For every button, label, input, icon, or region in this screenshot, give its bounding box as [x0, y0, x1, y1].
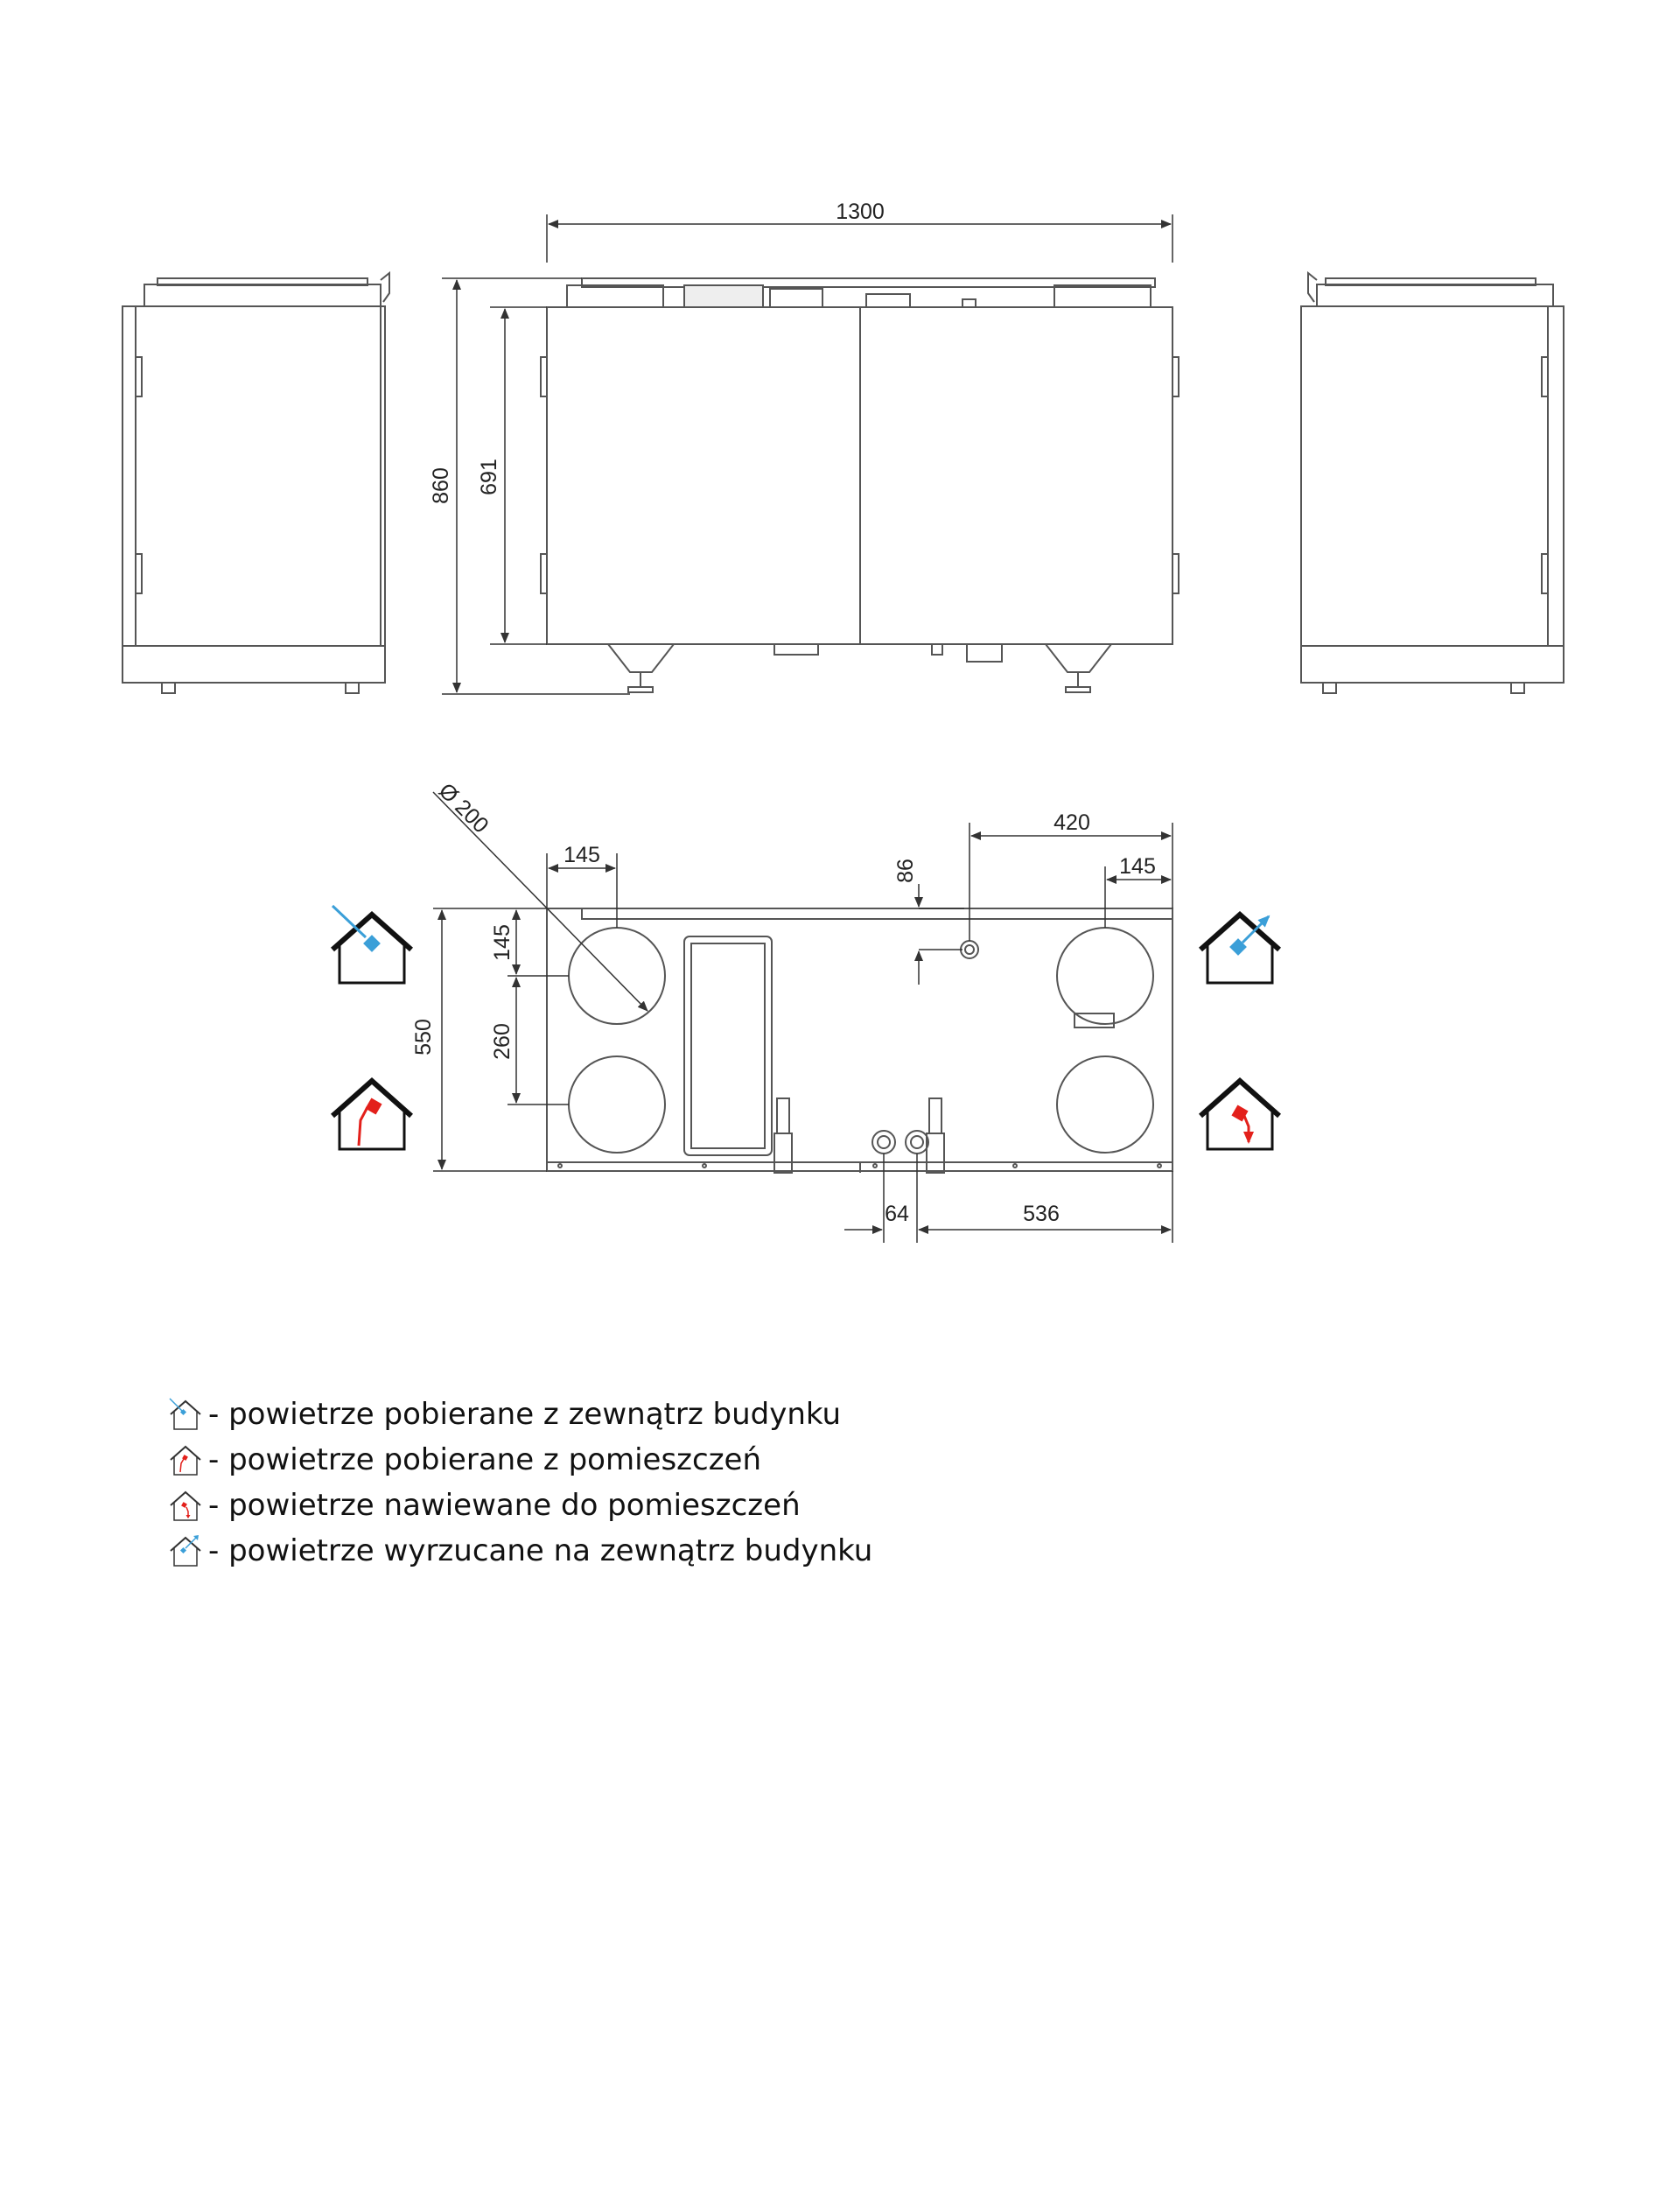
legend-label: - powietrze pobierane z pomieszczeń	[208, 1442, 762, 1477]
right-side-view	[1301, 273, 1564, 693]
dim-duct-diameter: Ø 200	[433, 778, 494, 838]
duct-top-left	[569, 928, 665, 1024]
left-side-view	[122, 273, 389, 693]
legend-label: - powietrze pobierane z zewnątrz budynku	[208, 1397, 842, 1432]
dim-height-body: 691	[477, 459, 501, 495]
legend-item-room-extract	[168, 1437, 872, 1483]
dim-port-offset: 86	[893, 859, 918, 883]
legend-label: - powietrze wyrzucane na zewnątrz budynku	[208, 1533, 873, 1568]
duct-top-right	[1057, 928, 1153, 1024]
legend-item-exhaust-air	[168, 1528, 872, 1574]
exhaust-air-icon	[168, 1533, 203, 1568]
dim-port-span: 536	[1023, 1202, 1060, 1226]
bottom-dimensions	[433, 792, 1172, 1243]
dim-height-total: 860	[429, 467, 453, 504]
room-extract-icon	[168, 1442, 203, 1477]
dim-port-spacing: 64	[885, 1202, 909, 1226]
front-view	[541, 278, 1179, 692]
room-extract-icon	[332, 1081, 411, 1149]
exhaust-air-icon	[1200, 915, 1279, 983]
legend	[168, 1392, 872, 1574]
duct-bottom-left	[569, 1056, 665, 1153]
dim-right-span: 420	[1054, 810, 1090, 835]
dim-top-offset: 145	[490, 924, 514, 961]
legend-label: - powietrze nawiewane do pomieszczeń	[208, 1488, 801, 1523]
bottom-view	[547, 908, 1172, 1173]
dim-spacing: 260	[490, 1023, 514, 1060]
supply-air-icon	[1200, 1081, 1279, 1149]
duct-bottom-right	[1057, 1056, 1153, 1153]
dim-depth: 550	[411, 1019, 436, 1055]
dim-right-offset: 145	[1119, 854, 1156, 879]
legend-item-supply-air	[168, 1483, 872, 1528]
dim-left-offset: 145	[564, 843, 600, 867]
legend-item-outdoor-intake	[168, 1392, 872, 1437]
dim-width: 1300	[836, 200, 885, 224]
supply-air-icon	[168, 1488, 203, 1523]
outdoor-intake-icon	[168, 1397, 203, 1432]
outdoor-intake-icon	[332, 906, 411, 983]
